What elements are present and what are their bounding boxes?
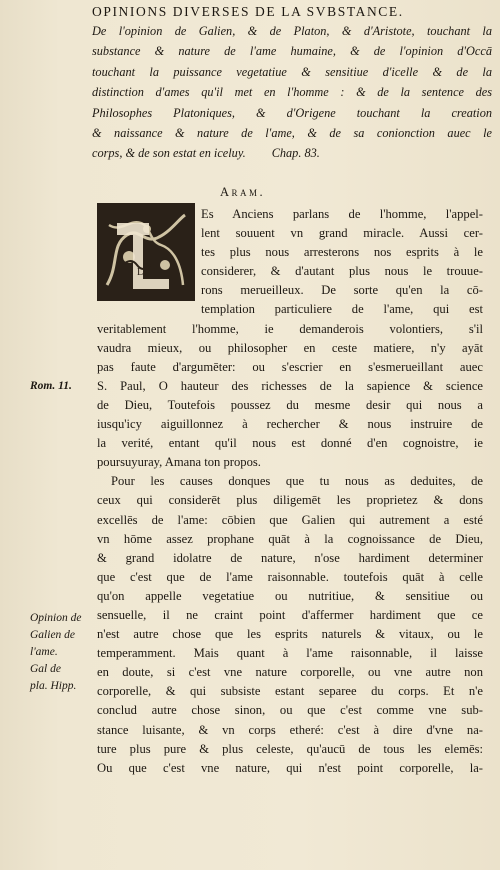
chapter-title-line: corps, & de son estat en iceluy.	[92, 146, 246, 161]
body-line: Pour les causes donques que tu nous as deduites, de	[111, 474, 483, 489]
body-line: rons merueilleux. De sorte qu'en la cō-	[201, 283, 483, 298]
body-line: en doute, si c'est vne nature corporelle, ou vne autre non	[97, 665, 483, 680]
body-line: tes plus nous arresterons nos esprits à le	[201, 245, 483, 260]
body-line: pas faute d'argumēter: ou s'escrier en s'esmerueillant auec	[97, 359, 483, 374]
body-line: temperamment. Mais quant à l'ame raisonnable, il laisse	[97, 646, 483, 661]
body-text	[97, 205, 483, 778]
body-line: excellēs de l'ame: cōbien que Galien qui autrement a esté	[97, 512, 483, 527]
body-line: templation particuliere de l'ame, qui est	[201, 302, 483, 317]
chapter-title-line: substance & nature de l'ame humaine, & de l'opinion d'Occā	[92, 44, 492, 59]
body-line: poursuyuray, Amana ton propos.	[97, 455, 261, 470]
body-line: que c'est que de l'ame raisonnable. toutefois quāt à celle	[97, 569, 483, 584]
body-line: S. Paul, O hauteur des richesses de la sapience & science	[97, 378, 483, 393]
chapter-title-line: distinction d'ames qu'il met en l'homme : & de la sentence des	[92, 85, 492, 100]
margin-note-line: Opinion de	[30, 612, 82, 624]
body-line: & grand idolatre de nature, n'ose hardiment determiner	[97, 550, 483, 565]
chapter-title-last-line	[92, 143, 492, 163]
body-line: Es Anciens parlans de l'homme, l'appel-	[201, 207, 483, 221]
body-line: Ou que c'est vne nature, qui n'est point corporelle, la-	[97, 760, 483, 775]
body-line: considerer, & d'autant plus nous le trouue-	[201, 264, 483, 279]
margin-note-rom: Rom. 11.	[30, 380, 72, 392]
margin-note-line: Gal de	[30, 663, 61, 675]
body-line: iusqu'icy aiguillonnez à rechercher & nous instruire de	[97, 417, 483, 432]
margin-note-line: l'ame.	[30, 646, 58, 658]
body-line: de Dieu, Toutefois poussez du mesme desir qui nous a	[97, 397, 483, 412]
speaker-label: Aram.	[220, 185, 266, 199]
body-line: la verité, entant qu'il nous est donné d'en cognoistre, ie	[97, 436, 483, 451]
margin-note-line: Galien de	[30, 629, 76, 641]
body-line: vaudra mieux, ou philosopher en ceste matiere, n'y ayāt	[97, 340, 483, 355]
body-line: stance luisante, & vn corps etheré: c'est à dire d'vne na-	[97, 722, 483, 737]
chapter-title-line: touchant la puissance vegetatiue & sensitiue d'icelle & de la	[92, 64, 492, 79]
body-line: n'est autre chose que les esprits naturels & vitaux, ou le	[97, 627, 483, 642]
body-line: conclud autre chose sinon, ou que c'est comme vne sub-	[97, 703, 483, 718]
chapter-title	[92, 21, 492, 164]
chapter-title-line: Philosophes Platoniques, & d'Origene touchant la creation	[92, 105, 492, 120]
chapter-number: Chap. 83.	[271, 146, 320, 161]
chapter-title-line: De l'opinion de Galien, & de Platon, & d'Aristote, touchant la	[92, 24, 492, 38]
body-line: corporelle, & qui subsiste estant separee du corps. Et n'e	[97, 684, 483, 699]
body-line: sensuelle, il ne craint point d'affermer hardiment que ce	[97, 607, 483, 622]
chapter-title-line: & naissance & nature de l'ame, & de sa conionction auec le	[92, 126, 492, 141]
running-head: OPINIONS DIVERSES DE LA SVBSTANCE.	[92, 4, 404, 19]
drop-cap-letter: L	[137, 267, 144, 278]
margin-note-galen	[30, 610, 92, 695]
body-line: ture plus pure & plus celeste, qu'aucū de tous les elemēs:	[97, 741, 483, 756]
body-line: ceux qui considerēt plus diligemēt les proprietez & dons	[97, 493, 483, 508]
body-line: qu'on appelle vegetatiue ou nutritiue, & sensitiue ou	[97, 588, 483, 603]
body-line: veritablement l'homme, ie demanderois volontiers, s'il	[97, 321, 483, 336]
margin-note-line: pla. Hipp.	[30, 680, 77, 692]
body-line: lent souuent vn grand miracle. Aussi cer-	[201, 226, 483, 241]
body-line: vn hōme assez prophane quāt à la cognoissance de Dieu,	[97, 531, 483, 546]
